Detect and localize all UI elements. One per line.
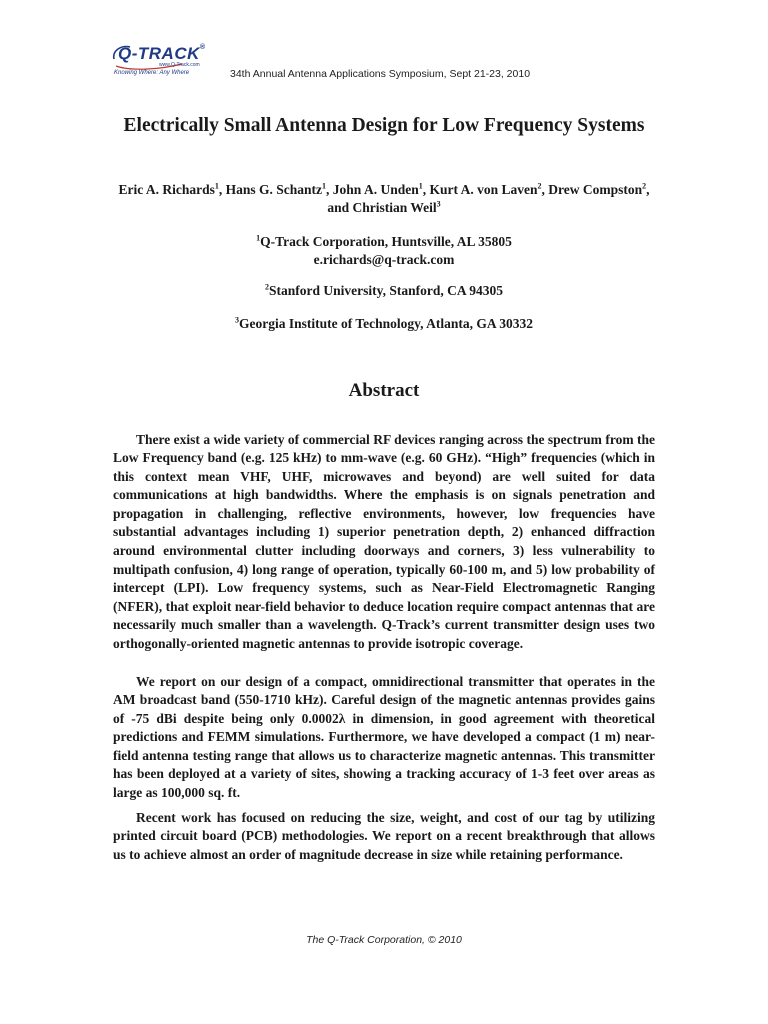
author-name: Eric A. Richards (118, 182, 215, 197)
author-affiliation-number: 2 (537, 181, 542, 191)
abstract-paragraph-3: Recent work has focused on reducing the size, weight, and cost of our tag by utilizing printed circuit board (PCB) methodologies. We report on a recent breakthrough that allows us to achieve almost an order of magnitude decrease in size while retaining performance. (113, 809, 655, 862)
logo-name: Q-TRACK® (118, 44, 206, 63)
author-list: Eric A. Richards$^1$, Hans G. Schantz$^1$, John A. Unden$^1$, Kurt A. von Laven$^2$, Drew Compston$^2$, and Christian Weil$^3$ (118, 181, 650, 215)
paper-title: Electrically Small Antenna Design for Low Frequency Systems (123, 115, 645, 136)
author-affiliation-number: 1 (214, 181, 219, 191)
abstract-heading: Abstract (348, 380, 420, 401)
logo-url: www.Q-Track.com (159, 62, 200, 68)
author-name: John A. Unden (332, 182, 419, 197)
affiliation-1: $^1$Q-Track Corporation, Huntsville, AL 35805 e.richards@q-track.com (256, 233, 512, 267)
author-affiliation-number: 3 (436, 199, 441, 209)
author-name: Christian Weil (352, 200, 437, 215)
abstract-paragraph-1: There exist a wide variety of commercial RF devices ranging across the spectrum from the Low Frequency band (e.g. 125 kHz) to mm-wave (e.g. 60 GHz). “High” frequencies (which in this context mean VHF, UHF, microwaves and beyond) are well suited for data communications at high bandwidths. Where the emphasis is on signals penetration and propagation in challenging, reflective environments, however, low frequencies have substantial advantages including 1) superior penetration depth, 2) enhanced diffraction around environmental clutter including doorways and corners, 3) less vulnerability to multipath confusion, 4) long range of operation, typically 60-100 m, and 5) low probability of intercept (LPI). Low frequency systems, such as Near-Field Electromagnetic Ranging (NFER), that exploit near-field behavior to deduce location require compact antennas that are necessarily much smaller than a wavelength. Q-Track’s current transmitter design uses two orthogonally-oriented magnetic antennas to provide isotropic coverage. (113, 431, 655, 652)
affiliation-3: $^3$Georgia Institute of Technology, Atlanta, GA 30332 (234, 315, 534, 331)
author-name: Hans G. Schantz (225, 182, 323, 197)
author-affiliation-number: 2 (642, 181, 647, 191)
author-name: Kurt A. von Laven (429, 182, 538, 197)
author-email[interactable]: e.richards@q-track.com (313, 252, 455, 267)
author-name: Drew Compston (548, 182, 643, 197)
author-affiliation-number: 1 (418, 181, 423, 191)
logo-tagline: Knowing Where: Any Where (114, 70, 190, 76)
conference-header: 34th Annual Antenna Applications Symposium, Sept 21-23, 2010 (230, 68, 531, 80)
affiliation-2: $^2$Stanford University, Stanford, CA 94305 (264, 282, 503, 298)
q-track-logo (110, 44, 210, 82)
author-affiliation-number: 1 (322, 181, 327, 191)
abstract-paragraph-2: We report on our design of a compact, omnidirectional transmitter that operates in the AM broadcast band (550-1710 kHz). Careful design of the magnetic antennas provides gains of -75 dBi despite being only 0.0002λ in dimension, in good agreement with theoretical predictions and FEMM simulations. Furthermore, we have developed a compact (1 m) near-field antenna testing range that allows us to characterize magnetic antennas. This transmitter has been deployed at a variety of sites, showing a tracking accuracy of 1-3 feet over areas as large as 100,000 sq. ft. (113, 673, 655, 801)
footer-copyright: The Q-Track Corporation, © 2010 (306, 934, 462, 946)
